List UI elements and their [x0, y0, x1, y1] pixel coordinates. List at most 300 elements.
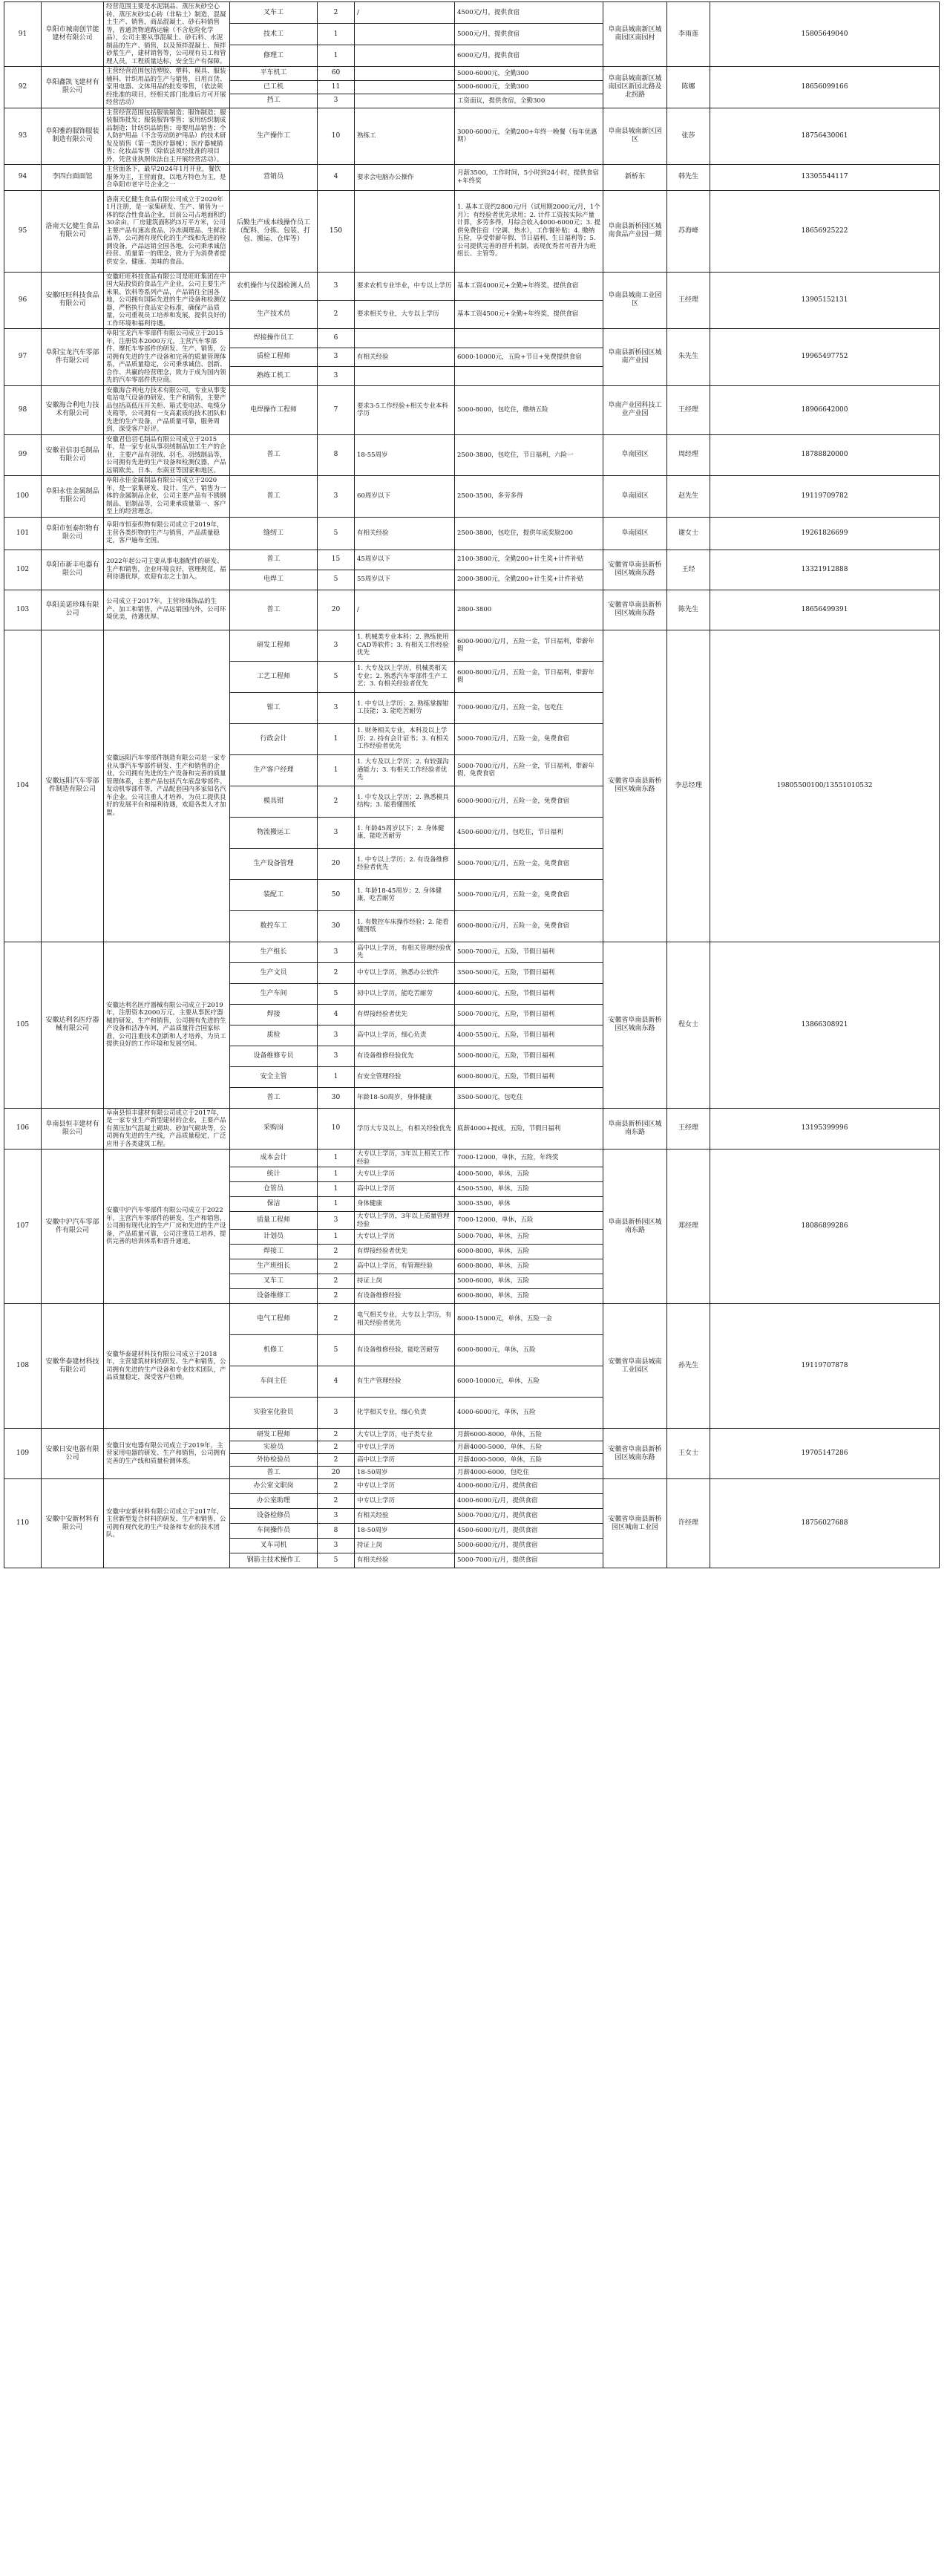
company-name: 安徽远阳汽车零部件制造有限公司 [42, 630, 104, 942]
table-row [4, 2, 940, 24]
company-name: 安徽中安新材料有限公司 [42, 1479, 104, 1568]
company-address: 阜南县新桥园区城南东路 [603, 1150, 667, 1304]
position-salary: 3000-6000元，全勤200+年终一晚餐（每年优惠期） [455, 108, 603, 165]
position-requirement: 中专以上学历 [355, 1479, 455, 1494]
position-title: 钳工 [230, 692, 318, 723]
company-address: 安徽省阜南县城南工业园区 [603, 1304, 667, 1429]
company-name: 阜南县恒丰建材有限公司 [42, 1108, 104, 1150]
position-requirement: 初中以上学历，能吃苦耐劳 [355, 983, 455, 1004]
table-row [4, 165, 940, 191]
position-requirement: 有相关经验 [355, 1553, 455, 1568]
position-requirement: 1. 有数控车床操作经验；2. 能看懂图纸 [355, 910, 455, 942]
position-title: 装配工 [230, 879, 318, 910]
position-salary: 6000-10000元，五险+节日+免费提供食宿 [455, 348, 603, 367]
position-title: 设备维修工 [230, 1289, 318, 1304]
position-count: 3 [318, 1046, 355, 1066]
company-intro: 阜阳永佳金属制品有限公司成立于2020年，是一家集研发、设计、生产、销售为一体的金属制品企业，公司主要产品有不锈钢制品、铝制品等，公司秉承质量第一、客户至上的经营理念。 [104, 476, 230, 518]
position-requirement: 持证上岗 [355, 1539, 455, 1553]
position-salary: 4000-6000元，五险，节假日福利 [455, 983, 603, 1004]
company-name: 安徽旺旺科技食品有限公司 [42, 272, 104, 329]
position-requirement: 55周岁以下 [355, 570, 455, 590]
position-requirement [355, 67, 455, 81]
company-phone: 13866308921 [710, 942, 940, 1108]
position-requirement: 大专以上学历，电子类专业 [355, 1429, 455, 1441]
position-count: 3 [318, 476, 355, 518]
company-phone: 18788820000 [710, 434, 940, 476]
position-requirement: 1. 大专及以上学历，机械类相关专业；2. 熟悉汽车零部件生产工艺；3. 有相关经验者优先 [355, 661, 455, 692]
position-requirement: / [355, 2, 455, 24]
position-requirement: 持证上岗 [355, 1274, 455, 1289]
table-row [4, 385, 940, 434]
position-salary: 4000-5000，单休，五险 [455, 1167, 603, 1182]
position-title: 营销员 [230, 165, 318, 191]
position-salary: 4000-6000元/月，提供食宿 [455, 1479, 603, 1494]
company-number: 109 [4, 1429, 42, 1479]
position-title: 研发工程师 [230, 1429, 318, 1441]
position-salary: 6000-10000元，单休，五险 [455, 1366, 603, 1398]
position-count: 11 [318, 80, 355, 94]
position-salary: 5000-7000元/月，五险一金，免费食宿 [455, 879, 603, 910]
company-name: 阜阳美诺珍珠有限公司 [42, 590, 104, 630]
position-salary: 2800-3800 [455, 590, 603, 630]
position-salary: 6000-9000元/月，五险一金，节日福利，带薪年假 [455, 630, 603, 661]
table-row [4, 1150, 940, 1167]
company-number: 101 [4, 517, 42, 550]
position-requirement: 有设备维修经验 [355, 1289, 455, 1304]
table-row [4, 550, 940, 570]
company-address: 阜南产业园科技工业产业园 [603, 385, 667, 434]
position-requirement [355, 367, 455, 386]
position-requirement: 中专以上学历，熟悉办公软件 [355, 962, 455, 983]
position-count: 10 [318, 108, 355, 165]
position-title: 普工 [230, 434, 318, 476]
table-row [4, 630, 940, 661]
company-number: 108 [4, 1304, 42, 1429]
company-address: 阜南县城南工业园区 [603, 272, 667, 329]
position-requirement [355, 329, 455, 348]
position-count: 5 [318, 1553, 355, 1568]
position-requirement: 大专以上学历，3年以上质量管理经验 [355, 1212, 455, 1230]
position-count: 5 [318, 1335, 355, 1366]
company-address: 新桥东 [603, 165, 667, 191]
position-count: 30 [318, 910, 355, 942]
company-phone: 13305544117 [710, 165, 940, 191]
position-title: 办公室文职岗 [230, 1479, 318, 1494]
position-title: 普工 [230, 1467, 318, 1479]
position-requirement [355, 80, 455, 94]
position-count: 6 [318, 329, 355, 348]
company-name: 阜阳市恒泰织物有限公司 [42, 517, 104, 550]
position-salary: 4500-6000元/月，提供食宿 [455, 1524, 603, 1539]
company-address: 安徽省阜南县新桥园区城南东路 [603, 590, 667, 630]
table-row [4, 108, 940, 165]
position-salary: 6000-8000，单休，五险 [455, 1245, 603, 1259]
position-count: 3 [318, 1025, 355, 1046]
position-salary: 5000-7000元，五险，节假日福利 [455, 942, 603, 962]
position-title: 安全主管 [230, 1066, 318, 1087]
position-title: 普工 [230, 590, 318, 630]
company-contact: 程女士 [667, 942, 710, 1108]
position-requirement: 18-50周岁 [355, 1467, 455, 1479]
position-title: 质检工程师 [230, 348, 318, 367]
position-count: 20 [318, 590, 355, 630]
position-title: 普工 [230, 476, 318, 518]
position-requirement: 大专以上学历，3年以上相关工作经验 [355, 1150, 455, 1167]
position-requirement: / [355, 590, 455, 630]
position-title: 工艺工程师 [230, 661, 318, 692]
company-number: 97 [4, 329, 42, 386]
position-salary: 4000-6000元/月，提供食宿 [455, 1494, 603, 1509]
position-salary: 5000-6000元，全勤300 [455, 80, 603, 94]
company-name: 阜阳宝龙汽车零部件有限公司 [42, 329, 104, 386]
position-count: 1 [318, 1230, 355, 1245]
position-count: 60 [318, 67, 355, 81]
position-salary: 4500-5500，单休，五险 [455, 1182, 603, 1197]
position-title: 普工 [230, 550, 318, 570]
position-count: 30 [318, 1087, 355, 1108]
position-salary: 工资面议，提供食宿，全勤300 [455, 94, 603, 108]
position-title: 生产班组长 [230, 1259, 318, 1274]
company-intro: 安徽远阳汽车零部件制造有限公司是一家专业从事汽车零部件研发、生产和销售的企业，公司拥有先进的生产设备和完善的质量管理体系，主要产品包括汽车底盘零部件、发动机零部件等，产品配套国内多家知名汽车企业。公司注重人才培养，为员工提供良好的发展平台和福利待遇，欢迎各类人才加盟。 [104, 630, 230, 942]
company-intro: 主营面条下，最早2024年1月开业，餐饮服务为主，主营面食，以地方特色为主，是合阜阳市老字号企业之一 [104, 165, 230, 191]
position-salary: 5000-7000，单休，五险 [455, 1230, 603, 1245]
position-count: 3 [318, 348, 355, 367]
company-phone: 19965497752 [710, 329, 940, 386]
company-name: 李四白面面馆 [42, 165, 104, 191]
position-count: 3 [318, 817, 355, 848]
company-name: 安徽日安电器有限公司 [42, 1429, 104, 1479]
position-salary: 3000-3500，单休 [455, 1197, 603, 1212]
company-address: 阜南县城南新区城南园区新园北路及北拐路 [603, 67, 667, 108]
company-intro: 安徽君信羽毛制品有限公司成立于2015年，是一家专业从事羽绒制品加工生产的企业，主要产品有羽绒、羽毛、羽绒制品等，公司拥有先进的生产设备和检测仪器，产品远销欧美、日本、东南亚等国家和地区。 [104, 434, 230, 476]
position-requirement: 要求会电脑办公操作 [355, 165, 455, 191]
position-requirement [355, 190, 455, 272]
position-title: 设备维修专员 [230, 1046, 318, 1066]
position-requirement: 18-55周岁 [355, 434, 455, 476]
company-intro: 安徽旺旺科技食品有限公司是旺旺集团在中国大陆投资的食品生产企业，公司主要生产米果、饮料等系列产品，产品销往全国各地，公司拥有国际先进的生产设备和检测仪器，严格执行食品安全标准，确保产品质量，公司重视员工培养和发展，提供良好的工作环境和福利待遇。 [104, 272, 230, 329]
position-count: 1 [318, 1197, 355, 1212]
company-number: 94 [4, 165, 42, 191]
company-contact: 郑经理 [667, 1150, 710, 1304]
position-title: 普工 [230, 1087, 318, 1108]
position-count: 2 [318, 1429, 355, 1441]
company-name: 安徽君信羽毛制品有限公司 [42, 434, 104, 476]
company-contact: 谢女士 [667, 517, 710, 550]
company-intro: 阜阳市恒泰织物有限公司成立于2019年，主营各类织物的生产与销售，产品质量稳定，客户遍布全国。 [104, 517, 230, 550]
position-title: 实验室化验员 [230, 1398, 318, 1429]
position-title: 修理工 [230, 45, 318, 67]
position-count: 3 [318, 1509, 355, 1524]
company-address: 阜南县新桥园区城南产业园 [603, 329, 667, 386]
position-count: 2 [318, 300, 355, 328]
position-salary: 1. 基本工资约2800元/月（试用期2000元/月，1个月）；有经验者优先录用；2. 计件工资按实际产量计算，多劳多得，月综合收入4000-6000元；3. 提供免费住宿（空调、热水），工作餐补贴；4. 缴纳五险，享受带薪年假、节日福利、生日福利等；5. 公司提供完善的晋升机制，表现优秀者可晋升为班组长、主管等。 [455, 190, 603, 272]
position-salary: 6000-8000，单休，五险 [455, 1289, 603, 1304]
job-table [4, 1, 940, 1568]
company-phone: 18656499391 [710, 590, 940, 630]
position-count: 5 [318, 517, 355, 550]
table-row [4, 434, 940, 476]
position-salary: 基本工资4500元+全勤+年终奖，提供食宿 [455, 300, 603, 328]
position-count: 2 [318, 1245, 355, 1259]
position-salary: 6000-9000元/月，五险一金，免费食宿 [455, 786, 603, 817]
position-requirement: 大专以上学历 [355, 1167, 455, 1182]
company-phone: 13321912888 [710, 550, 940, 590]
position-count: 10 [318, 1108, 355, 1150]
company-address: 阜南县城南新区园区 [603, 108, 667, 165]
position-count: 50 [318, 879, 355, 910]
company-phone: 15805649040 [710, 2, 940, 67]
company-name: 阜阳市新丰电器有限公司 [42, 550, 104, 590]
company-name: 阜阳雅韵服饰服装制造有限公司 [42, 108, 104, 165]
company-phone: 13905152131 [710, 272, 940, 329]
position-salary: 6000-8000元/月，五险一金，节日福利，带薪年假 [455, 661, 603, 692]
company-contact: 周经理 [667, 434, 710, 476]
position-count: 3 [318, 692, 355, 723]
position-title: 后勤生产成本线操作员工（配料、分拣、包装、打包、搬运、仓库等） [230, 190, 318, 272]
position-count: 3 [318, 942, 355, 962]
position-title: 成本会计 [230, 1150, 318, 1167]
position-count: 3 [318, 272, 355, 300]
position-title: 平车机工 [230, 67, 318, 81]
position-requirement: 有安全管理经验 [355, 1066, 455, 1087]
position-count: 2 [318, 2, 355, 24]
company-intro: 安徽海合利电力技术有限公司，专业从事变电站电气设备的研发、生产和销售，主要产品包括高低压开关柜、箱式变电站、电缆分支箱等，公司拥有一支高素质的技术团队和先进的生产设备，产品质量可靠，服务周到，深受客户好评。 [104, 385, 230, 434]
company-number: 100 [4, 476, 42, 518]
company-number: 105 [4, 942, 42, 1108]
table-row [4, 517, 940, 550]
position-title: 熟练工机工 [230, 367, 318, 386]
position-requirement: 有相关经验 [355, 348, 455, 367]
position-count: 7 [318, 385, 355, 434]
company-address: 安徽省阜南县新桥园区城南东路 [603, 942, 667, 1108]
position-count: 2 [318, 786, 355, 817]
position-salary: 2500-3800，包吃住，提供年底奖励200 [455, 517, 603, 550]
position-title: 电气工程师 [230, 1304, 318, 1335]
position-title: 农机操作与仪器检测人员 [230, 272, 318, 300]
position-salary: 4500元/月，提供食宿 [455, 2, 603, 24]
position-count: 4 [318, 1004, 355, 1025]
position-title: 电焊操作工程师 [230, 385, 318, 434]
position-title: 物流搬运工 [230, 817, 318, 848]
company-phone: 19805500100/13551010532 [710, 630, 940, 942]
table-row [4, 272, 940, 300]
company-address: 阜南县城南新区城南园区南园村 [603, 2, 667, 67]
company-contact: 王经理 [667, 1108, 710, 1150]
position-title: 质检 [230, 1025, 318, 1046]
position-salary: 5000-7000元/月，五险一金，节日福利，带薪年假，免费食宿 [455, 754, 603, 786]
position-requirement: 高中以上学历，有管理经验 [355, 1259, 455, 1274]
position-count: 3 [318, 367, 355, 386]
company-name: 阜阳永佳金属制品有限公司 [42, 476, 104, 518]
job-listing-page [4, 1, 946, 1568]
company-phone: 18656925222 [710, 190, 940, 272]
position-requirement: 45周岁以下 [355, 550, 455, 570]
table-row [4, 590, 940, 630]
position-count: 20 [318, 848, 355, 879]
position-salary: 6000元/月，提供食宿 [455, 45, 603, 67]
position-title: 模具钳 [230, 786, 318, 817]
table-row [4, 329, 940, 348]
position-count: 2 [318, 1441, 355, 1454]
position-title: 机修工 [230, 1335, 318, 1366]
company-phone: 18086899286 [710, 1150, 940, 1304]
position-title: 研发工程师 [230, 630, 318, 661]
position-salary: 6000-8000元，单休，五险 [455, 1335, 603, 1366]
position-requirement: 60周岁以下 [355, 476, 455, 518]
company-contact: 韩先生 [667, 165, 710, 191]
position-salary: 5000-6000，单休，五险 [455, 1274, 603, 1289]
position-title: 焊接 [230, 1004, 318, 1025]
position-requirement: 1. 中专以上学历；2. 熟练掌握钳工技能；3. 能吃苦耐劳 [355, 692, 455, 723]
position-title: 缝纫工 [230, 517, 318, 550]
position-requirement: 年龄18-50周岁，身体健康 [355, 1087, 455, 1108]
position-count: 1 [318, 1066, 355, 1087]
position-title: 办公室助理 [230, 1494, 318, 1509]
table-row [4, 67, 940, 81]
position-salary: 月薪4000-5000，单休，五险 [455, 1441, 603, 1454]
position-title: 采购岗 [230, 1108, 318, 1150]
company-address: 安徽省阜南县新桥园区城南工业园 [603, 1479, 667, 1568]
company-phone: 18906642000 [710, 385, 940, 434]
position-count: 1 [318, 45, 355, 67]
position-title: 统计 [230, 1167, 318, 1182]
position-count: 1 [318, 1182, 355, 1197]
company-number: 93 [4, 108, 42, 165]
position-requirement: 1. 中专以上学历；2. 有设备维修经验者优先 [355, 848, 455, 879]
position-count: 2 [318, 1274, 355, 1289]
position-salary: 5000元/月，提供食宿 [455, 24, 603, 45]
company-contact: 张莎 [667, 108, 710, 165]
position-title: 生产文员 [230, 962, 318, 983]
position-count: 3 [318, 1398, 355, 1429]
position-count: 5 [318, 983, 355, 1004]
position-title: 电焊工 [230, 570, 318, 590]
position-requirement: 有设备维修经验，能吃苦耐劳 [355, 1335, 455, 1366]
position-title: 质量工程师 [230, 1212, 318, 1230]
position-salary: 8000-15000元，单休，五险一金 [455, 1304, 603, 1335]
company-contact: 王经 [667, 550, 710, 590]
position-salary: 6000-8000，单休，五险 [455, 1259, 603, 1274]
company-name: 阜阳鑫凯飞建材有限公司 [42, 67, 104, 108]
company-number: 92 [4, 67, 42, 108]
position-requirement: 高中以上学历 [355, 1454, 455, 1467]
position-count: 2 [318, 1304, 355, 1335]
position-salary: 5000-7000元/月，提供食宿 [455, 1509, 603, 1524]
position-salary: 3500-5000元，五险，节假日福利 [455, 962, 603, 983]
company-phone: 19261826699 [710, 517, 940, 550]
company-address: 阜南园区 [603, 476, 667, 518]
position-requirement: 有焊接经验者优先 [355, 1245, 455, 1259]
position-title: 数控车工 [230, 910, 318, 942]
position-title: 车间主任 [230, 1366, 318, 1398]
company-address: 阜南县新桥园区城南食品产业园一期 [603, 190, 667, 272]
position-count: 1 [318, 723, 355, 754]
company-address: 安徽省阜南县新桥园区城南东路 [603, 630, 667, 942]
position-salary: 2500-3800，包吃住，节日福利，六险一 [455, 434, 603, 476]
position-salary: 月薪3500，工作时间，5小时到24小时，提供食宿+年终奖 [455, 165, 603, 191]
position-requirement: 要求农机专业毕业，中专以上学历 [355, 272, 455, 300]
position-title: 生产设备管理 [230, 848, 318, 879]
company-contact: 王女士 [667, 1429, 710, 1479]
position-salary: 4500-6000元/月，包吃住，节日福利 [455, 817, 603, 848]
position-requirement: 1. 财务相关专业，本科及以上学历；2. 持有会计证书；3. 有相关工作经验者优先 [355, 723, 455, 754]
company-number: 103 [4, 590, 42, 630]
position-requirement [355, 45, 455, 67]
position-title: 叉车工 [230, 1274, 318, 1289]
position-salary: 基本工资4000元+全勤+年终奖，提供食宿 [455, 272, 603, 300]
position-count: 150 [318, 190, 355, 272]
position-title: 设备检修员 [230, 1509, 318, 1524]
position-count: 1 [318, 1167, 355, 1182]
position-count: 8 [318, 434, 355, 476]
table-row [4, 1479, 940, 1494]
position-requirement: 电气相关专业，大专以上学历，有相关经验者优先 [355, 1304, 455, 1335]
position-requirement: 要求相关专业，大专以上学历 [355, 300, 455, 328]
position-requirement: 中专以上学历 [355, 1441, 455, 1454]
position-salary: 2500-3500，多劳多得 [455, 476, 603, 518]
position-count: 20 [318, 1467, 355, 1479]
company-intro: 主营经营范围包括塑胶、塑料、模具、服装辅料、针织用品的生产与销售，日用百货、家用电器、文体用品的批发零售，（依法须经批准的项目，经相关部门批准后方可开展经营活动） [104, 67, 230, 108]
position-title: 计划员 [230, 1230, 318, 1245]
position-title: 技术工 [230, 24, 318, 45]
table-row [4, 1429, 940, 1441]
company-number: 98 [4, 385, 42, 434]
company-intro: 阜阳宝龙汽车零部件有限公司成立于2015年，注册资本2000万元，主营汽车零部件、摩托车零部件的研发、生产、销售，公司拥有先进的生产设备和完善的质量管理体系，产品质量稳定，公司秉承诚信、创新、合作、共赢的经营理念，致力于成为国内领先的汽车零部件供应商。 [104, 329, 230, 386]
company-phone: 18656099166 [710, 67, 940, 108]
position-salary: 7000-12000，单休，五险，年终奖 [455, 1150, 603, 1167]
position-requirement: 有设备维修经验优先 [355, 1046, 455, 1066]
company-number: 107 [4, 1150, 42, 1304]
position-title: 焊接工 [230, 1245, 318, 1259]
position-salary [455, 367, 603, 386]
company-contact: 李雨莲 [667, 2, 710, 67]
position-salary: 5000-7000元/月，提供食宿 [455, 1553, 603, 1568]
position-salary: 月薪6000-8000，单休，五险 [455, 1429, 603, 1441]
position-title: 仓管员 [230, 1182, 318, 1197]
position-requirement: 有焊接经验者优先 [355, 1004, 455, 1025]
position-requirement: 高中以上学历，细心负责 [355, 1025, 455, 1046]
company-address: 阜南县新桥园区城南东路 [603, 1108, 667, 1150]
job-table-body [4, 2, 940, 1568]
position-title: 行政会计 [230, 723, 318, 754]
position-count: 3 [318, 94, 355, 108]
position-count: 2 [318, 1289, 355, 1304]
company-intro: 洛南天亿健生食品有限公司成立于2020年1月注册，是一家集研发、生产、销售为一体的综合性食品企业，目前公司占地面积约30余亩，厂房建筑面积约3万平方米，公司主要产品有速冻食品、冷冻调理品、生鲜冻品等，公司拥有现代化的生产线和先进的检测设备，产品远销全国各地，公司秉承诚信经营、质量第一的理念，致力于为消费者提供安全、健康、美味的食品。 [104, 190, 230, 272]
company-address: 阜南园区 [603, 434, 667, 476]
position-requirement [355, 94, 455, 108]
position-salary: 5000-8000元，五险，节假日福利 [455, 1046, 603, 1066]
position-requirement: 1. 大专及以上学历；2. 有较强沟通能力；3. 有相关工作经验者优先 [355, 754, 455, 786]
position-salary: 5000-7000元，五险，节假日福利 [455, 1004, 603, 1025]
position-count: 3 [318, 630, 355, 661]
company-intro: 安徽达利名医疗器械有限公司成立于2019年，注册资本2000万元，主要从事医疗器械的研发、生产和销售，公司拥有先进的生产设备和洁净车间，产品质量符合国家标准，公司注重技术创新和人才培养，为员工提供良好的工作环境和发展空间。 [104, 942, 230, 1108]
position-count: 15 [318, 550, 355, 570]
position-count: 2 [318, 1454, 355, 1467]
position-requirement: 要求3-5工作经验+相关专业本科学历 [355, 385, 455, 434]
company-contact: 赵先生 [667, 476, 710, 518]
company-phone: 18756430061 [710, 108, 940, 165]
company-phone: 19119709782 [710, 476, 940, 518]
position-count: 2 [318, 1494, 355, 1509]
company-name: 安徽海合利电力技术有限公司 [42, 385, 104, 434]
company-name: 安徽达利名医疗器械有限公司 [42, 942, 104, 1108]
position-requirement: 大专以上学历 [355, 1230, 455, 1245]
position-count: 2 [318, 962, 355, 983]
position-salary: 3500-5000元，包吃住 [455, 1087, 603, 1108]
position-salary: 5000-7000元/月，五险一金，免费食宿 [455, 723, 603, 754]
position-requirement: 1. 中专及以上学历；2. 熟悉模具结构；3. 能看懂图纸 [355, 786, 455, 817]
company-intro: 2022年起公司主要从事电器配件的研发、生产和销售，企业环境良好，管理规范，福利待遇优厚，欢迎有志之士加入。 [104, 550, 230, 590]
